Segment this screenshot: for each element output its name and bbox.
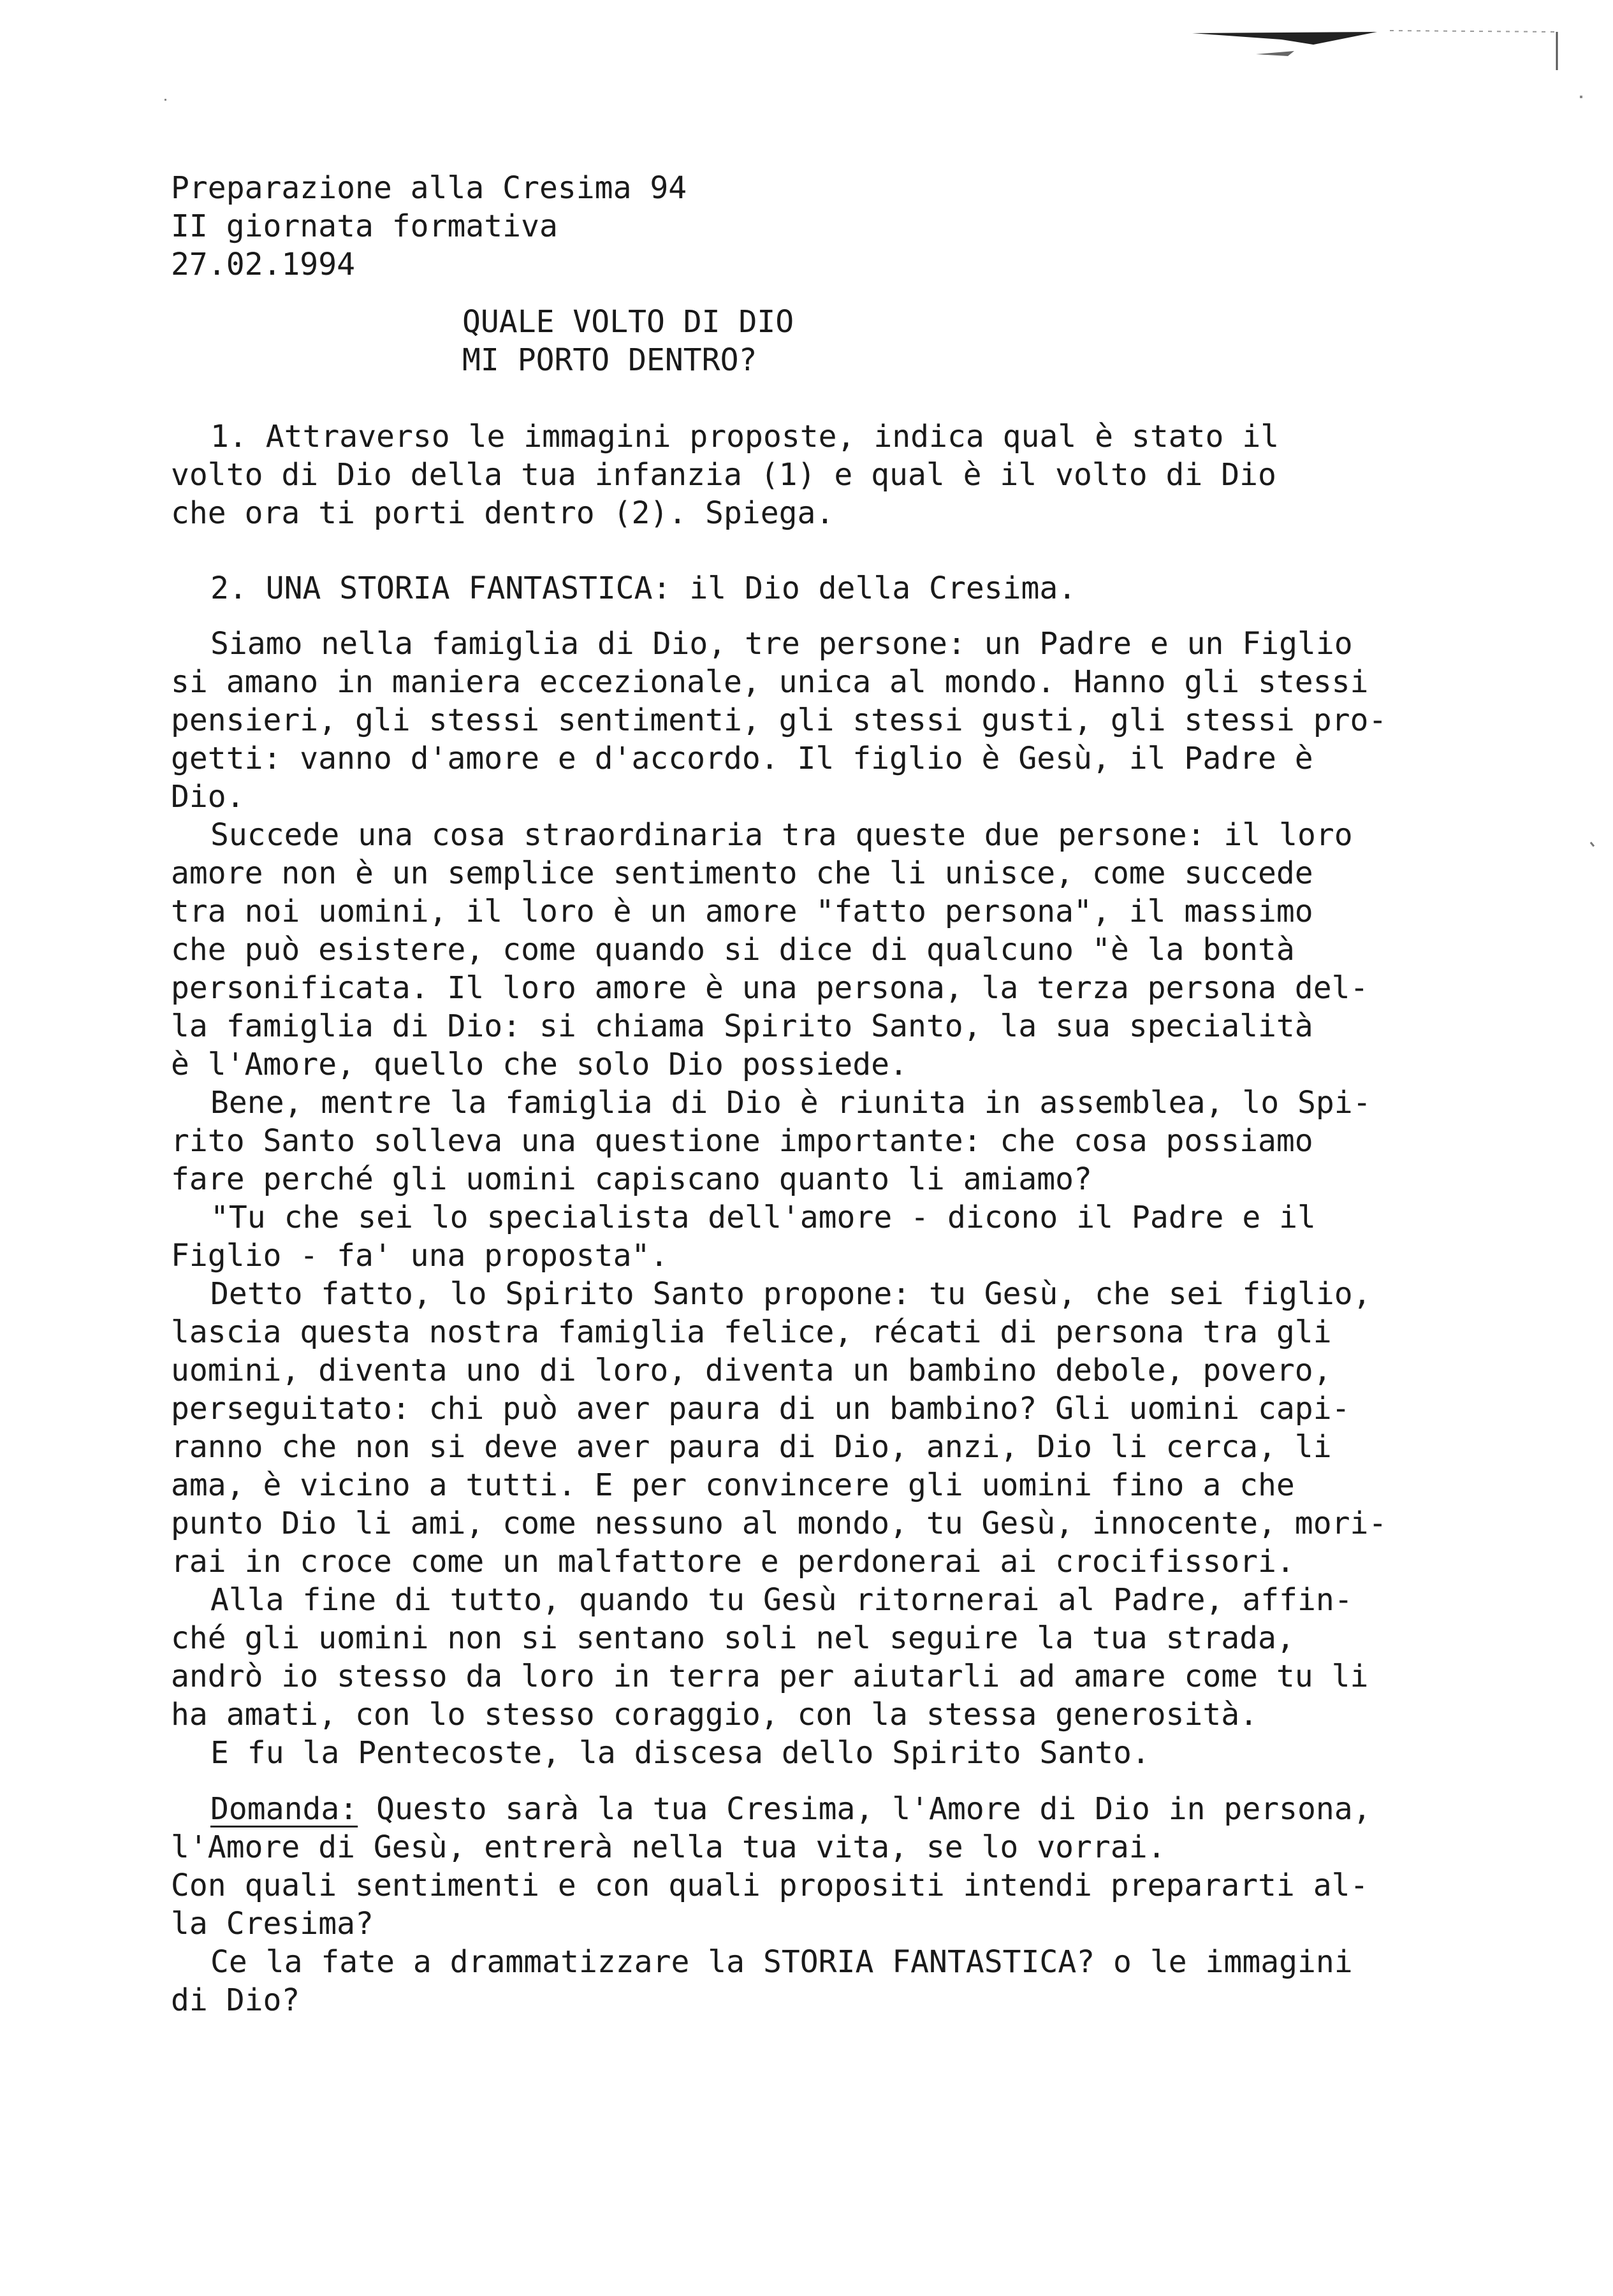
- question-line: la Cresima?: [171, 1906, 374, 1942]
- scan-speck: [1580, 96, 1582, 98]
- question-line: di Dio?: [171, 1982, 300, 2018]
- story-line: uomini, diventa uno di loro, diventa un bambino debole, povero,: [171, 1353, 1332, 1388]
- story-line: che può esistere, come quando si dice di qualcuno "è la bontà: [171, 932, 1295, 968]
- story-line: andrò io stesso da loro in terra per aiutarli ad amare come tu li: [171, 1659, 1369, 1694]
- question-line-1: [210, 1790, 1371, 1828]
- story-line: Dio.: [171, 779, 245, 815]
- header-date: 27.02.1994: [171, 247, 355, 282]
- story-line: tra noi uomini, il loro è un amore "fatto persona", il massimo: [171, 894, 1313, 929]
- story-line: personificata. Il loro amore è una persona, la terza persona del-: [171, 970, 1369, 1006]
- question-line: Ce la fate a drammatizzare la STORIA FANTASTICA? o le immagini: [210, 1944, 1353, 1980]
- title-line-1: QUALE VOLTO DI DIO: [462, 304, 794, 340]
- story-line: lascia questa nostra famiglia felice, récati di persona tra gli: [171, 1314, 1332, 1350]
- story-line: ha amati, con lo stesso coraggio, con la stessa generosità.: [171, 1697, 1259, 1733]
- story-line: rito Santo solleva una questione importante: che cosa possiamo: [171, 1123, 1313, 1159]
- story-line: E fu la Pentecoste, la discesa dello Spirito Santo.: [210, 1735, 1150, 1771]
- title-line-2: MI PORTO DENTRO?: [462, 342, 757, 378]
- story-line: ranno che non si deve aver paura di Dio, anzi, Dio li cerca, li: [171, 1429, 1332, 1465]
- story-line: pensieri, gli stessi sentimenti, gli stessi gusti, gli stessi pro-: [171, 702, 1387, 738]
- story-line: si amano in maniera eccezionale, unica al mondo. Hanno gli stessi: [171, 664, 1369, 700]
- section1-line: 1. Attraverso le immagini proposte, indica qual è stato il: [210, 419, 1280, 454]
- story-line: Siamo nella famiglia di Dio, tre persone: un Padre e un Figlio: [210, 626, 1353, 662]
- story-line: fare perché gli uomini capiscano quanto li amiamo?: [171, 1161, 1092, 1197]
- section1-line: volto di Dio della tua infanzia (1) e qual è il volto di Dio: [171, 457, 1276, 493]
- story-line: punto Dio li ami, come nessuno al mondo, tu Gesù, innocente, mori-: [171, 1506, 1387, 1541]
- scan-speck: [1590, 838, 1599, 846]
- story-line: "Tu che sei lo specialista dell'amore - dicono il Padre e il: [210, 1200, 1316, 1235]
- story-line: è l'Amore, quello che solo Dio possiede.: [171, 1047, 908, 1082]
- story-line: Figlio - fa' una proposta".: [171, 1238, 669, 1274]
- story-line: Alla fine di tutto, quando tu Gesù ritornerai al Padre, affin-: [210, 1582, 1353, 1618]
- scan-artifact-mark: [1186, 25, 1568, 76]
- story-line: Detto fatto, lo Spirito Santo propone: tu Gesù, che sei figlio,: [210, 1276, 1371, 1312]
- question-text: Questo sarà la tua Cresima, l'Amore di Dio in persona,: [358, 1791, 1371, 1827]
- story-line: getti: vanno d'amore e d'accordo. Il figlio è Gesù, il Padre è: [171, 741, 1313, 776]
- story-line: ché gli uomini non si sentano soli nel seguire la tua strada,: [171, 1620, 1295, 1656]
- story-line: Bene, mentre la famiglia di Dio è riunita in assemblea, lo Spi-: [210, 1085, 1371, 1121]
- header-line-2: II giornata formativa: [171, 208, 558, 244]
- story-line: perseguitato: chi può aver paura di un bambino? Gli uomini capi-: [171, 1391, 1350, 1427]
- story-line: Succede una cosa straordinaria tra queste due persone: il loro: [210, 817, 1353, 853]
- section2-heading: 2. UNA STORIA FANTASTICA: il Dio della Cresima.: [210, 570, 1077, 606]
- question-line: l'Amore di Gesù, entrerà nella tua vita, se lo vorrai.: [171, 1829, 1166, 1865]
- story-line: rai in croce come un malfattore e perdonerai ai crocifissori.: [171, 1544, 1295, 1580]
- story-line: amore non è un semplice sentimento che li unisce, come succede: [171, 855, 1313, 891]
- question-line: Con quali sentimenti e con quali propositi intendi prepararti al-: [171, 1868, 1369, 1903]
- question-label: Domanda:: [210, 1791, 358, 1827]
- header-line-1: Preparazione alla Cresima 94: [171, 170, 687, 206]
- scan-speck: [164, 99, 166, 101]
- story-line: la famiglia di Dio: si chiama Spirito Santo, la sua specialità: [171, 1008, 1313, 1044]
- story-line: ama, è vicino a tutti. E per convincere gli uomini fino a che: [171, 1467, 1295, 1503]
- section1-line: che ora ti porti dentro (2). Spiega.: [171, 495, 835, 531]
